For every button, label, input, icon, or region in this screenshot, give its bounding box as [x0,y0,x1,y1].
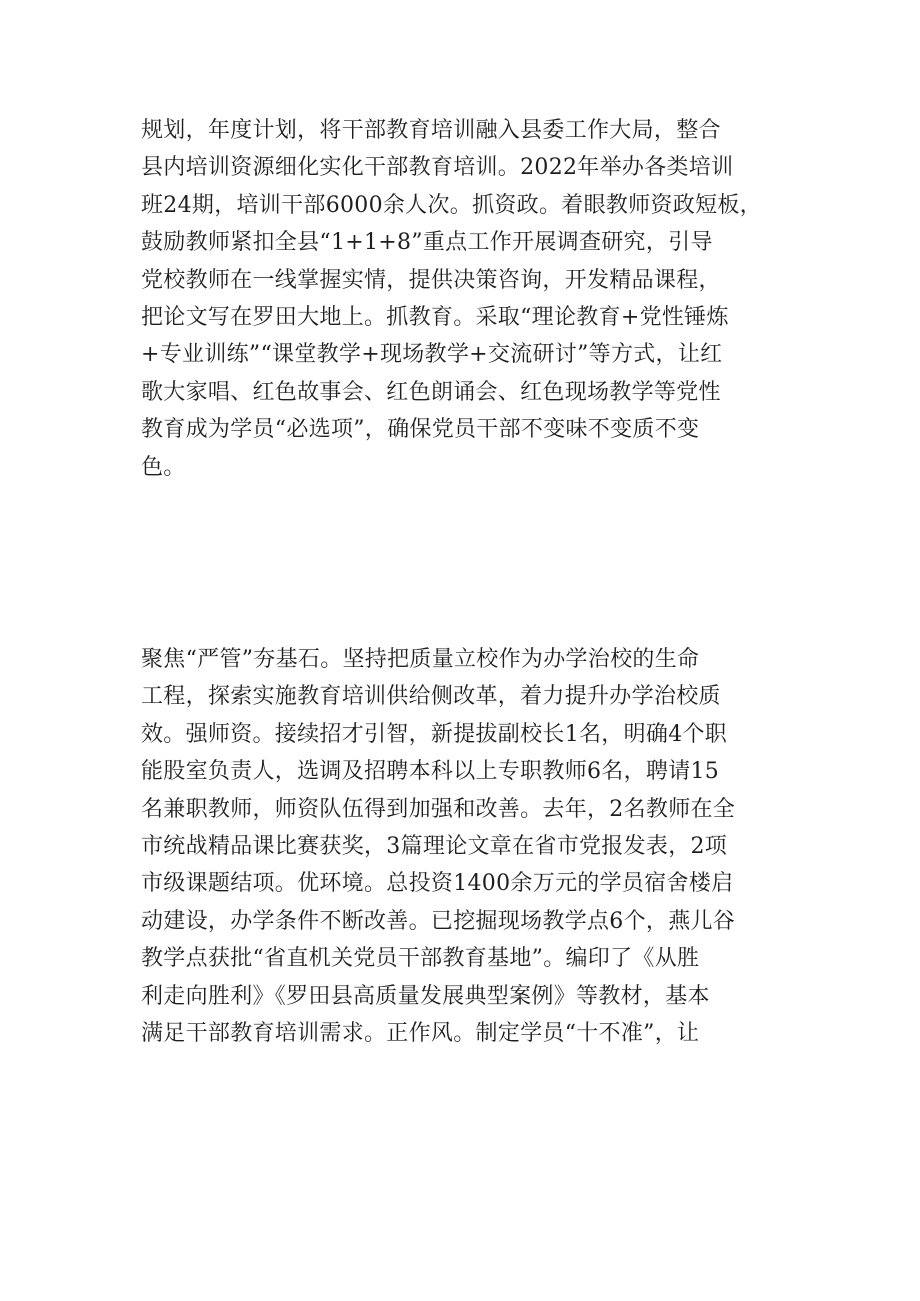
text-line: 把论文写在罗田大地上。抓教育。采取“理论教育+党性锤炼 [141,305,729,331]
paragraph-training-plan [141,112,781,486]
text-line: 县内培训资源细化实化干部教育培训。2022年举办各类培训 [141,155,734,181]
text-line: 规划，年度计划，将干部教育培训融入县委工作大局，整合 [141,118,721,143]
text-line: 市级课题结项。优环境。总投资1400余万元的学员宿舍楼启 [141,871,734,897]
paragraph-strict-management [141,641,781,1052]
text-line: 教学点获批“省直机关党员干部教育基地”。编印了《从胜 [141,946,700,972]
text-line: 班24期，培训干部6000余人次。抓资政。着眼教师资政短板， [141,192,762,218]
text-line: 色。 [141,454,186,480]
text-line: +专业训练”“课堂教学+现场教学+交流研讨”等方式，让红 [141,342,723,368]
text-line: 效。强师资。接续招才引智，新提拔副校长1名，明确4个职 [141,721,728,747]
text-line: 工程，探索实施教育培训供给侧改革，着力提升办学治校质 [141,684,721,710]
text-line: 歌大家唱、红色故事会、红色朗诵会、红色现场教学等党性 [141,379,721,405]
text-line: 市统战精品课比赛获奖，3篇理论文章在省市党报发表，2项 [141,834,728,860]
text-line: 能股室负责人，选调及招聘本科以上专职教师6名，聘请15 [141,759,720,785]
text-line: 动建设，办学条件不断改善。已挖掘现场教学点6个，燕儿谷 [141,908,736,934]
text-line: 名兼职教师，师资队伍得到加强和改善。去年，2名教师在全 [141,796,736,822]
text-line: 聚焦“严管”夯基石。坚持把质量立校作为办学治校的生命 [141,647,700,672]
text-line: 鼓励教师紧扣全县“1+1+8”重点工作开展调查研究，引导 [141,230,713,256]
text-line: 满足干部教育培训需求。正作风。制定学员“十不准”，让 [141,1021,700,1047]
text-line: 利走向胜利》《罗田县高质量发展典型案例》等教材，基本 [141,983,710,1009]
text-line: 党校教师在一线掌握实情，提供决策咨询，开发精品课程， [141,267,721,293]
text-line: 教育成为学员“必选项”，确保党员干部不变味不变质不变 [141,417,700,443]
